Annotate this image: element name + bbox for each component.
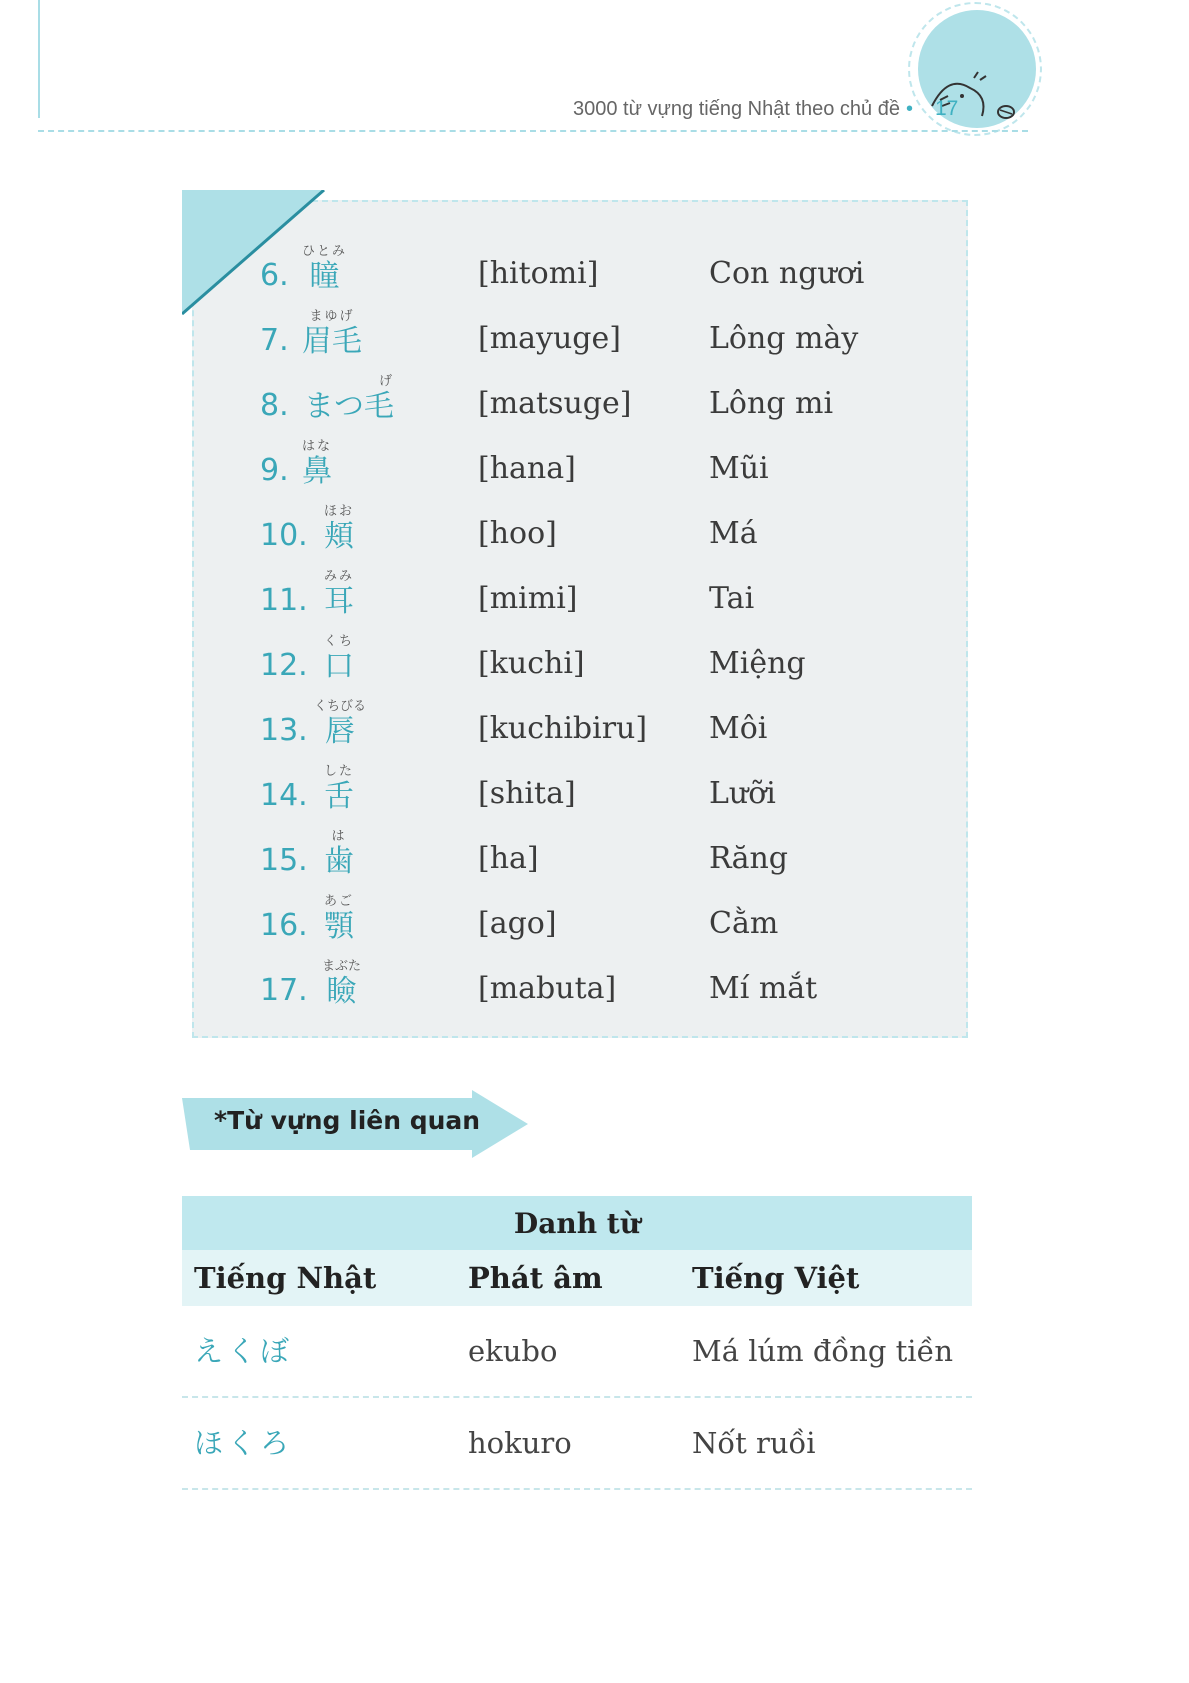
list-item <box>194 502 966 562</box>
column-header: Tiếng Nhật <box>194 1261 377 1295</box>
meaning: Con ngươi <box>709 256 865 291</box>
romaji: [mimi] <box>478 581 578 616</box>
meaning: Răng <box>709 841 788 876</box>
japanese-word: げ まつ毛 <box>304 374 394 424</box>
list-item <box>194 827 966 887</box>
list-item <box>194 957 966 1017</box>
list-item <box>194 437 966 497</box>
furigana: ひとみ <box>302 244 348 259</box>
item-number: 13. <box>260 713 308 748</box>
japanese-word: あご 顎 <box>324 894 355 944</box>
romaji: [shita] <box>478 776 576 811</box>
list-item <box>194 567 966 627</box>
table-row <box>182 1398 972 1490</box>
list-item <box>194 762 966 822</box>
table-cell: ekubo <box>468 1334 558 1368</box>
table-cell: Nốt ruồi <box>692 1426 816 1460</box>
romaji: [ha] <box>478 841 539 876</box>
column-header: Tiếng Việt <box>692 1261 860 1295</box>
furigana: ほお <box>324 504 355 519</box>
header-divider <box>38 130 1028 132</box>
romaji: [ago] <box>478 906 557 941</box>
japanese-word: まぶた 瞼 <box>322 959 362 1009</box>
vocab-list <box>192 200 968 1038</box>
japanese-word: ひとみ 瞳 <box>302 244 348 294</box>
japanese-word: した 舌 <box>324 764 355 814</box>
column-header: Phát âm <box>468 1261 603 1295</box>
margin-rule <box>38 0 40 118</box>
list-item <box>194 697 966 757</box>
furigana: した <box>324 764 355 779</box>
romaji: [mayuge] <box>478 321 621 356</box>
list-item <box>194 892 966 952</box>
japanese-word: ほお 頬 <box>324 504 355 554</box>
furigana: はな <box>302 439 333 454</box>
meaning: Lông mi <box>709 386 834 421</box>
meaning: Lông mày <box>709 321 859 356</box>
meaning: Má <box>709 516 758 551</box>
meaning: Tai <box>709 581 755 616</box>
item-number: 12. <box>260 648 308 683</box>
table-cell: えくぼ <box>194 1334 294 1368</box>
related-words-table <box>182 1196 972 1490</box>
furigana: くちびる <box>314 699 367 714</box>
furigana: まゆげ <box>309 309 355 324</box>
page-number: 17 <box>935 97 959 120</box>
meaning: Lưỡi <box>709 776 776 811</box>
list-item <box>194 632 966 692</box>
furigana: は <box>331 829 347 844</box>
corner-ribbon <box>182 190 332 320</box>
furigana: あご <box>324 894 355 909</box>
romaji: [kuchi] <box>478 646 585 681</box>
table-header <box>182 1250 972 1306</box>
running-title: 3000 từ vựng tiếng Nhật theo chủ đề • <box>572 98 913 120</box>
item-number: 9. <box>260 453 289 488</box>
japanese-word: は 歯 <box>324 829 354 879</box>
romaji: [mabuta] <box>478 971 617 1006</box>
table-cell: ほくろ <box>194 1426 294 1460</box>
romaji: [kuchibiru] <box>478 711 648 746</box>
item-number: 16. <box>260 908 308 943</box>
item-number: 10. <box>260 518 308 553</box>
table-title: Danh từ <box>182 1196 972 1250</box>
japanese-word: まゆげ 眉毛 <box>302 309 362 359</box>
furigana: まぶた <box>322 959 362 974</box>
item-number: 14. <box>260 778 308 813</box>
japanese-word: くち 口 <box>324 634 355 684</box>
table-cell: hokuro <box>468 1426 572 1460</box>
romaji: [matsuge] <box>478 386 632 421</box>
romaji: [hitomi] <box>478 256 599 291</box>
mascot-icon <box>918 66 1018 126</box>
japanese-word: みみ 耳 <box>324 569 355 619</box>
list-item <box>194 372 966 432</box>
romaji: [hoo] <box>478 516 557 551</box>
furigana: くち <box>324 634 355 649</box>
item-number: 8. <box>260 388 289 423</box>
meaning: Miệng <box>709 646 806 681</box>
meaning: Mũi <box>709 451 769 486</box>
table-row <box>182 1306 972 1398</box>
table-cell: Má lúm đồng tiền <box>692 1334 954 1368</box>
section-title: *Từ vựng liên quan <box>214 1106 481 1135</box>
japanese-word: くちびる 唇 <box>314 699 367 749</box>
item-number: 7. <box>260 323 289 358</box>
furigana: げ <box>378 374 394 389</box>
meaning: Môi <box>709 711 768 746</box>
item-number: 11. <box>260 583 308 618</box>
item-number: 17. <box>260 973 308 1008</box>
item-number: 15. <box>260 843 308 878</box>
furigana: みみ <box>324 569 355 584</box>
meaning: Mí mắt <box>709 971 818 1006</box>
romaji: [hana] <box>478 451 576 486</box>
meaning: Cằm <box>709 906 779 941</box>
item-number: 6. <box>260 258 289 293</box>
japanese-word: はな 鼻 <box>302 439 333 489</box>
